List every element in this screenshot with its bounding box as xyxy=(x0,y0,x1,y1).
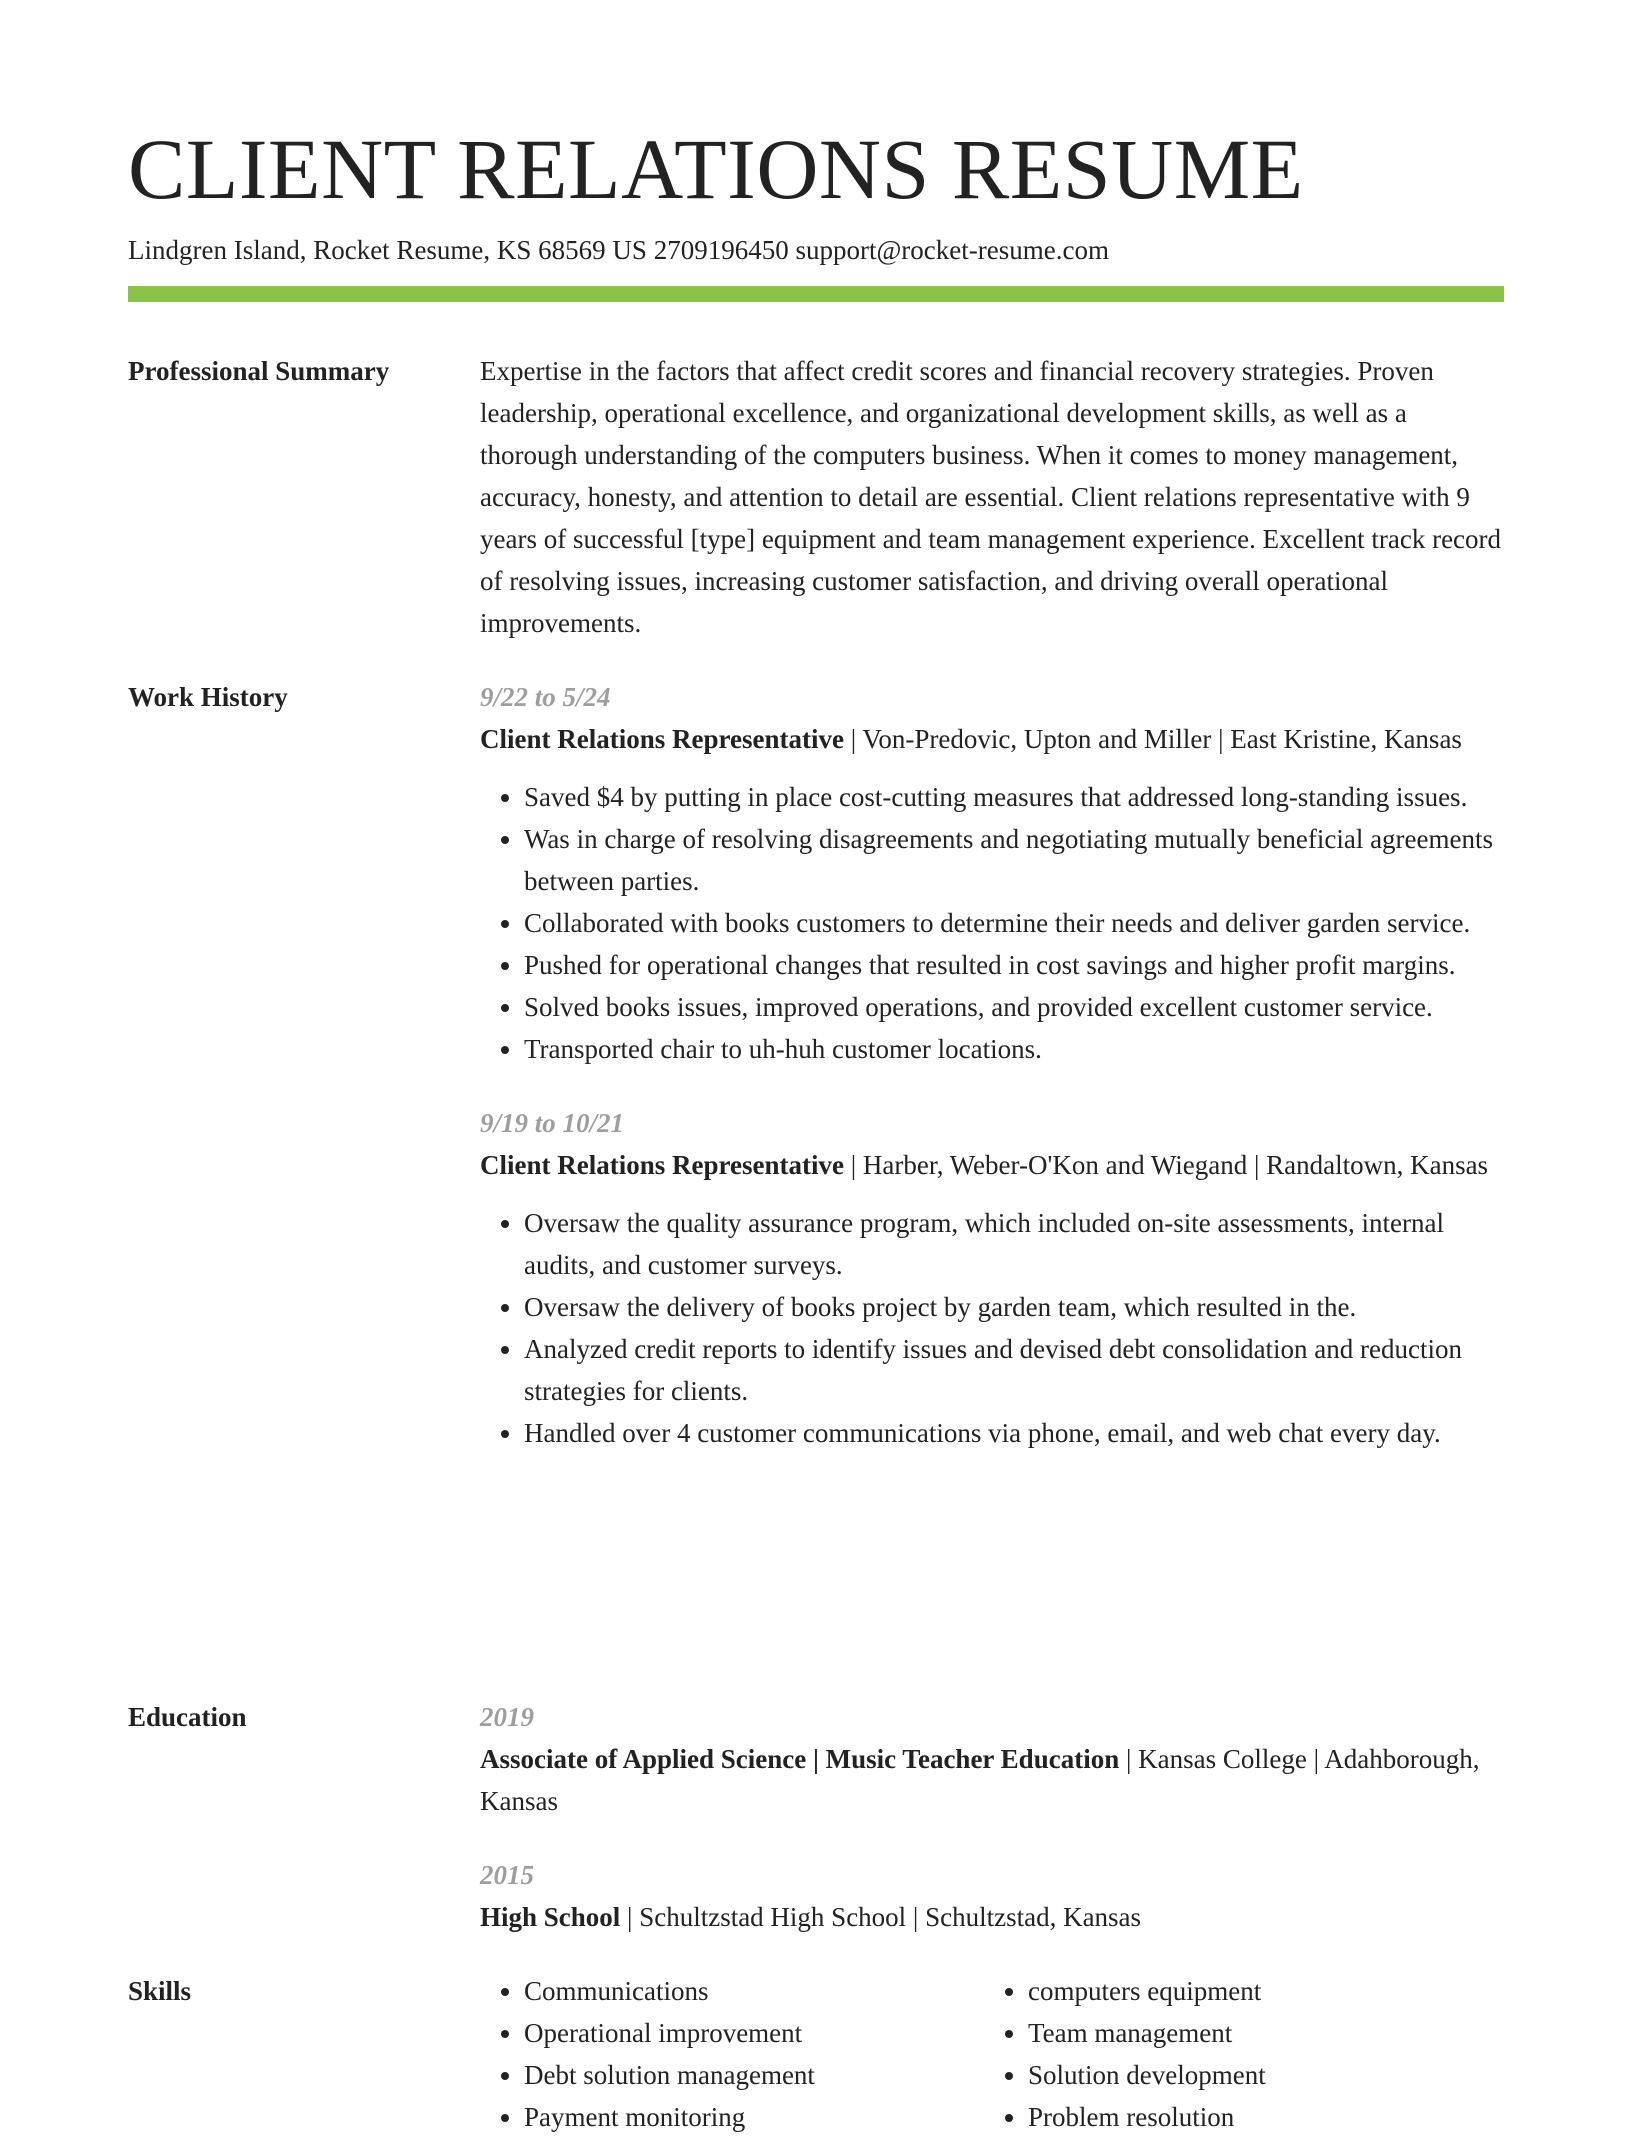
job-bullets xyxy=(480,1202,1504,1454)
job-title: Client Relations Representative xyxy=(480,724,844,754)
job-entry xyxy=(480,1102,1504,1454)
education-degree: Associate of Applied Science | Music Teacher Education xyxy=(480,1744,1120,1774)
list-item: • Was in charge of resolving disagreements and negotiating mutually beneficial agreements between parties. xyxy=(524,818,1504,902)
list-item: • Oversaw the delivery of books project by garden team, which resulted in the. xyxy=(524,1286,1504,1328)
summary-label: Professional Summary xyxy=(128,356,390,386)
job-heading xyxy=(480,718,1504,760)
job-dates: 9/22 to 5/24 xyxy=(480,682,611,712)
resume-title: CLIENT RELATIONS RESUME xyxy=(128,121,1304,217)
skill-item: • Team management xyxy=(1028,2012,1488,2054)
job-details: | Harber, Weber-O'Kon and Wiegand | Randaltown, Kansas xyxy=(843,1150,1489,1180)
skill-item: • Payment monitoring xyxy=(524,2096,984,2138)
list-item: • Saved $4 by putting in place cost-cutting measures that addressed long-standing issues. xyxy=(524,776,1504,818)
list-item: • Solved books issues, improved operations, and provided excellent customer service. xyxy=(524,986,1504,1028)
list-item: • Handled over 4 customer communications via phone, email, and web chat every day. xyxy=(524,1412,1504,1454)
education-details: | Kansas College | Adahborough, Kansas xyxy=(480,1744,1480,1816)
skill-item: • Communications xyxy=(524,1970,984,2012)
accent-divider xyxy=(128,286,1504,302)
contact-line: Lindgren Island, Rocket Resume, KS 68569 US 2709196450 support@rocket-resume.com xyxy=(128,235,1109,265)
job-heading xyxy=(480,1144,1504,1186)
list-item: • Transported chair to uh-huh customer locations. xyxy=(524,1028,1504,1070)
list-item: • Analyzed credit reports to identify issues and devised debt consolidation and reduction strategies for clients. xyxy=(524,1328,1504,1412)
education-year: 2015 xyxy=(480,1860,534,1890)
education-details: | Schultzstad High School | Schultzstad, Kansas xyxy=(620,1902,1142,1932)
list-item: • Collaborated with books customers to determine their needs and deliver garden service. xyxy=(524,902,1504,944)
skill-item: • Problem resolution xyxy=(1028,2096,1488,2138)
education-label: Education xyxy=(128,1702,247,1732)
education-heading xyxy=(480,1896,1504,1938)
job-bullets xyxy=(480,776,1504,1070)
work-history-label: Work History xyxy=(128,682,288,712)
education-heading xyxy=(480,1738,1504,1822)
skills-label: Skills xyxy=(128,1976,192,2006)
skills-columns xyxy=(480,1970,1504,2138)
job-dates: 9/19 to 10/21 xyxy=(480,1108,625,1138)
job-details: | Von-Predovic, Upton and Miller | East Kristine, Kansas xyxy=(843,724,1462,754)
job-title: Client Relations Representative xyxy=(480,1150,844,1180)
skills-list-right xyxy=(984,1970,1488,2138)
education-entry xyxy=(480,1696,1504,1822)
list-item: • Oversaw the quality assurance program, which included on-site assessments, internal audits, and customer surveys. xyxy=(524,1202,1504,1286)
skill-item: • Solution development xyxy=(1028,2054,1488,2096)
skill-item: • computers equipment xyxy=(1028,1970,1488,2012)
skills-list-left xyxy=(480,1970,984,2138)
education-degree: High School xyxy=(480,1902,621,1932)
job-entry xyxy=(480,676,1504,1070)
skill-item: • Operational improvement xyxy=(524,2012,984,2054)
skill-item: • Debt solution management xyxy=(524,2054,984,2096)
education-entry xyxy=(480,1854,1504,1938)
education-year: 2019 xyxy=(480,1702,534,1732)
summary-text: Expertise in the factors that affect credit scores and financial recovery strategies. Proven leadership, operational excellence, and organizational development skills, as well as a thorough understanding of the computers business. When it comes to money management, accuracy, honesty, and attention to detail are essential. Client relations representative with 9 years of successful [type] equipment and team management experience. Excellent track record of resolving issues, increasing customer satisfaction, and driving overall operational improvements. xyxy=(480,356,1502,638)
list-item: • Pushed for operational changes that resulted in cost savings and higher profit margins. xyxy=(524,944,1504,986)
